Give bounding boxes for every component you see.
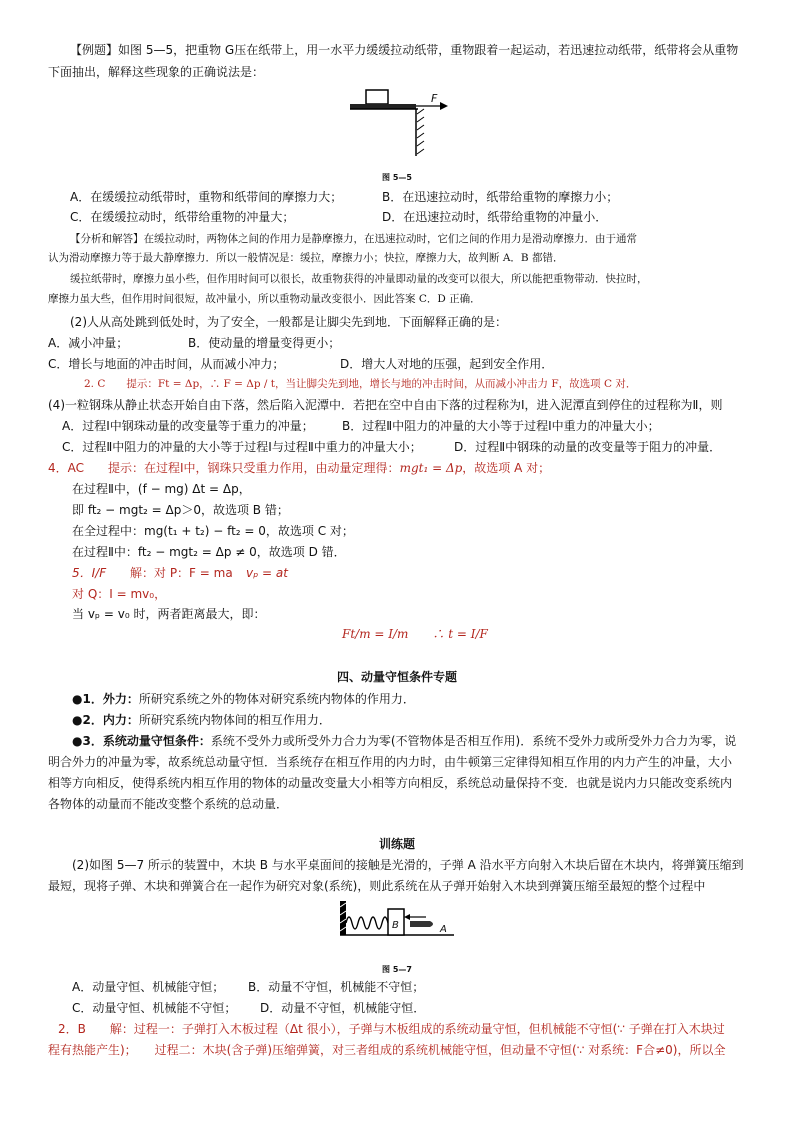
q4-answer-head-eq: mgt₁ = Δp xyxy=(399,461,463,475)
q2-option-c: C．增长与地面的冲击时间，从而减小冲力； xyxy=(48,357,285,371)
section-4-item-3 xyxy=(72,732,736,750)
q2-option-a: A．减小冲量； xyxy=(48,336,129,350)
q4-option-c: C．过程Ⅱ中阻力的冲量的大小等于过程Ⅰ与过程Ⅱ中重力的冲量大小； xyxy=(62,440,422,454)
example-line-1: 【例题】如图 5—5，把重物 G压在纸带上，用一水平力缓缓拉动纸带，重物跟着一起运动，若迅速拉动纸带，纸带将会从重物 xyxy=(70,43,739,57)
training-option-d: D．动量不守恒，机械能守恒． xyxy=(260,1001,426,1015)
q4-answer-line-3: 即 ft₂ − mgt₂ = Δp＞0，故选项 B 错； xyxy=(72,503,289,517)
training-option-c: C．动量守恒、机械能不守恒； xyxy=(72,1001,237,1015)
item-3-label: ●3．系统动量守恒条件： xyxy=(72,734,211,748)
q2-option-b: B．使动量的增量变得更小； xyxy=(188,336,341,350)
training-title: 训练题 xyxy=(378,837,415,851)
training-answer-1 xyxy=(58,1020,725,1038)
example-line-2: 下面抽出，解释这些现象的正确说法是： xyxy=(48,65,265,79)
item-1-label: ●1．外力： xyxy=(72,692,139,706)
weight-block xyxy=(366,90,388,104)
section-4-item-1 xyxy=(72,690,415,708)
q4-option-a: A．过程Ⅰ中钢珠动量的改变量等于重力的冲量； xyxy=(62,419,314,433)
q5-equation: Ft/m = I/m ∴ t = I/F xyxy=(342,627,488,641)
example-option-b: B．在迅速拉动时，纸带给重物的摩擦力小； xyxy=(382,190,619,204)
analysis-line-1: 【分析和解答】在缓拉动时，两物体之间的作用力是静摩擦力，在迅速拉动时，它们之间的作用力是滑动摩擦力．由于通常 xyxy=(70,233,637,245)
training-answer-1-text: 2．B 解：过程一：子弹打入木板过程（Δt 很小），子弹与木板组成的系统动量守恒，但机械能不守恒(∵ 子弹在打入木块过 xyxy=(58,1022,725,1036)
motion-arrow-head xyxy=(404,914,410,920)
q5-line-1b: vₚ = at xyxy=(246,566,288,580)
example-option-a: A．在缓缓拉动纸带时，重物和纸带间的摩擦力大； xyxy=(70,190,343,204)
training-option-a: A．动量守恒、机械能守恒； xyxy=(72,980,225,994)
bullet-a xyxy=(410,921,433,927)
q4-answer-head-text: 4．AC 提示：在过程Ⅰ中，钢珠只受重力作用，由动量定理得： xyxy=(48,461,400,475)
q4-answer-head xyxy=(48,459,550,477)
training-option-b: B．动量不守恒，机械能不守恒； xyxy=(248,980,425,994)
q4-stem: (4)一粒钢珠从静止状态开始自由下落，然后陷入泥潭中．若把在空中自由下落的过程称为Ⅰ，进入泥潭直到停住的过程称为Ⅱ，则 xyxy=(48,398,723,412)
analysis-line-3: 缓拉纸带时，摩擦力虽小些，但作用时间可以很长，故重物获得的冲量即动量的改变可以很大，所以能把重物带动．快拉时， xyxy=(70,273,648,285)
q4-option-d: D．过程Ⅱ中钢珠的动量的改变量等于阻力的冲量． xyxy=(454,440,722,454)
figure-caption-5-7: 图 5—7 xyxy=(382,965,412,974)
example-option-c: C．在缓缓拉动时，纸带给重物的冲量大； xyxy=(70,210,295,224)
training-stem-1: (2)如图 5—7 所示的装置中，木块 B 与水平桌面间的接触是光滑的，子弹 A 沿水平方向射入木块后留在木块内，将弹簧压缩到 xyxy=(72,858,744,872)
spring xyxy=(346,917,388,929)
q4-answer-line-2: 在过程Ⅱ中，(f − mg) Δt = Δp， xyxy=(72,482,251,496)
q2-option-d: D．增大人对地的压强，起到安全作用． xyxy=(340,357,554,371)
q4-answer-line-4: 在全过程中：mg(t₁ + t₂) − ft₂ = 0，故选项 C 对； xyxy=(72,524,354,538)
training-answer-2-text: 程有热能产生)； 过程二：木块(含子弹)压缩弹簧，对三者组成的系统机械能守恒，但动量不守恒(∵ 对系统：F合≠0)，所以全 xyxy=(48,1043,726,1057)
section-4-title: 四、动量守恒条件专题 xyxy=(336,670,457,684)
analysis-line-2: 认为滑动摩擦力等于最大静摩擦力．所以一般情况是：缓拉，摩擦力小；快拉，摩擦力大，故判断 A．B 都错． xyxy=(48,252,564,264)
item-3-line-3: 相等方向相反，使得系统内相互作用的物体的动量改变量大小相等方向相反，系统总动量保持不变．也就是说内力只能改变系统内 xyxy=(48,776,733,790)
q4-option-b: B．过程Ⅱ中阻力的冲量的大小等于过程Ⅰ中重力的冲量大小； xyxy=(342,419,660,433)
item-3-line-4: 各物体的动量而不能改变整个系统的总动量． xyxy=(48,797,289,811)
bullet-label: A xyxy=(440,924,447,935)
q5-line-1a: 解：对 P：F = ma xyxy=(130,566,233,580)
q5-answer-head: 5．I/F xyxy=(72,566,107,580)
q4-answer-line-5: 在过程Ⅱ中：ft₂ − mgt₂ = Δp ≠ 0，故选项 D 错． xyxy=(72,545,346,559)
item-3-line-1: 系统不受外力或所受外力合力为零(不管物体是否相互作用)．系统不受外力或所受外力合力为零，说 xyxy=(210,734,737,748)
figure-caption-5-5: 图 5—5 xyxy=(382,173,412,182)
q5-line-2: 对 Q：I = mv₀， xyxy=(72,587,167,601)
item-1-text: 所研究系统之外的物体对研究系统内物体的作用力． xyxy=(138,692,415,706)
analysis-line-4: 摩擦力虽大些，但作用时间很短，故冲量小，所以重物动量改变很小．因此答案 C．D 正确． xyxy=(48,293,481,305)
section-4-item-2 xyxy=(72,711,331,729)
item-2-label: ●2．内力： xyxy=(72,713,139,727)
q2-answer: 2. C 提示：Ft = Δp，∴ F = Δp / t，当让脚尖先到地，增长与地的冲击时间，从而减小冲击力 F，故选项 C 对． xyxy=(84,378,637,390)
q5-line-3: 当 vₚ = v₀ 时，两者距离最大，即： xyxy=(72,607,266,621)
force-arrow-head xyxy=(440,102,448,110)
item-2-text: 所研究系统内物体间的相互作用力． xyxy=(138,713,331,727)
training-stem-2: 最短，现将子弹、木块和弹簧合在一起作为研究对象(系统)，则此系统在从子弹开始射入木块到弹簧压缩至最短的整个过程中 xyxy=(48,879,706,893)
example-option-d: D．在迅速拉动时，纸带给重物的冲量小． xyxy=(382,210,608,224)
block-label: B xyxy=(392,920,399,931)
item-3-line-2: 明合外力的冲量为零，故系统总动量守恒．当系统存在相互作用的内力时，由牛顿第三定律得知相互作用的内力产生的冲量，大小 xyxy=(48,755,733,769)
table-hatch xyxy=(417,109,424,154)
training-answer-2 xyxy=(48,1041,725,1059)
q4-answer-head-tail: ，故选项 A 对； xyxy=(462,461,551,475)
q2-stem: (2)人从高处跳到低处时，为了安全，一般都是让脚尖先到地．下面解释正确的是： xyxy=(70,315,508,329)
force-label: F xyxy=(431,92,438,105)
